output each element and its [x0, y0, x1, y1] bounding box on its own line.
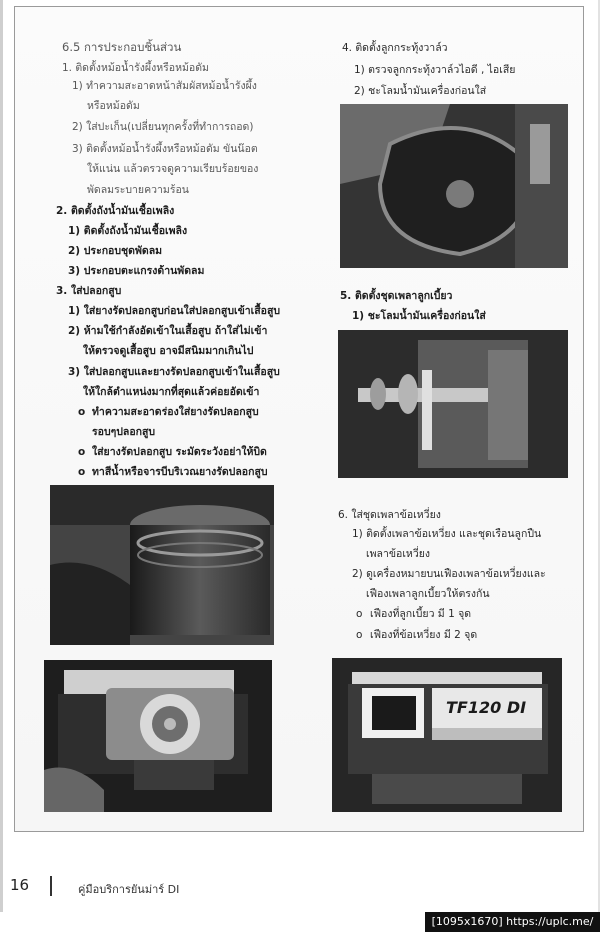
step-6-item-1: 1) ติดตั้งเพลาข้อเหวี่ยง และชุดเรือนลูกปืน: [352, 528, 542, 540]
page-number: 16: [10, 876, 30, 894]
radiator-engine-illustration: [44, 660, 272, 812]
page-edge: [0, 0, 3, 912]
step-4-title: 4. ติดตั้งลูกกระทุ้งวาล์ว: [342, 42, 448, 54]
cylinder-liner-photo: [50, 485, 274, 645]
step-1-title: 1. ติดตั้งหม้อน้ำรังผึ้งหรือหม้อดัม: [62, 62, 209, 74]
step-6-item-2-cont: เฟืองเพลาลูกเบี้ยวให้ตรงกัน: [366, 588, 490, 600]
step-1-item-2: 2) ใส่ปะเก็น(เปลี่ยนทุกครั้งที่ทำการถอด): [72, 121, 254, 133]
step-3-bullet-1: ทำความสะอาดร่องใส่ยางรัดปลอกสูบ: [92, 406, 259, 418]
step-3-item-2: 2) ห้ามใช้กำลังอัดเข้าในเสื้อสูบ ถ้าใส่ไม่เข้า: [68, 325, 268, 337]
engine-illustration: [332, 658, 562, 812]
step-2-item-2: 2) ประกอบชุดพัดลม: [68, 245, 163, 257]
step-4-item-2: 2) ชะโลมน้ำมันเครื่องก่อนใส่: [354, 85, 487, 97]
bullet-marker: o: [356, 629, 363, 641]
step-6-item-2: 2) ดูเครื่องหมายบนเฟืองเพลาข้อเหวี่ยงและ: [352, 568, 546, 580]
section-title: 6.5 การประกอบชิ้นส่วน: [62, 40, 182, 54]
step-1-item-1: 1) ทำความสะอาดหน้าสัมผัสหม้อน้ำรังผึ้ง: [72, 80, 257, 92]
watermark: [1095x1670] https://uplc.me/: [425, 912, 600, 932]
step-1-item-1-cont: หรือหม้อดัม: [87, 100, 140, 112]
step-2-item-3: 3) ประกอบตะแกรงด้านพัดลม: [68, 265, 205, 277]
step-4-item-1: 1) ตรวจลูกกระทุ้งวาล์วไอดี , ไอเสีย: [354, 64, 516, 76]
bullet-marker: o: [78, 466, 86, 478]
step-6-bullet-2: เฟืองที่ข้อเหวี่ยง มี 2 จุด: [370, 629, 478, 641]
step-3-title: 3. ใส่ปลอกสูบ: [56, 285, 122, 297]
camshaft-illustration: [338, 330, 568, 478]
step-5-title: 5. ติดตั้งชุดเพลาลูกเบี้ยว: [340, 290, 453, 302]
step-5-item-1: 1) ชะโลมน้ำมันเครื่องก่อนใส่: [352, 310, 486, 322]
step-3-item-3: 3) ใส่ปลอกสูบและยางรัดปลอกสูบเข้าในเสื้อสูบ: [68, 366, 280, 378]
step-3-bullet-1-cont: รอบๆปลอกสูบ: [92, 426, 156, 438]
step-2-item-1: 1) ติดตั้งถังน้ำมันเชื้อเพลิง: [68, 225, 188, 237]
step-1-item-3: 3) ติดตั้งหม้อน้ำรังผึ้งหรือหม้อดัม ขันน๊อต: [72, 143, 258, 155]
bullet-marker: o: [78, 446, 86, 458]
bullet-marker: o: [356, 608, 363, 620]
step-3-bullet-3: ทาสีน้ำหรือจารบีบริเวณยางรัดปลอกสูบ: [92, 466, 268, 478]
bullet-marker: o: [78, 406, 86, 418]
footer-divider: [50, 876, 52, 896]
step-6-bullet-1: เฟืองที่ลูกเบี้ยว มี 1 จุด: [370, 608, 472, 620]
step-6-item-1-cont: เพลาข้อเหวี่ยง: [366, 548, 431, 560]
engine-badge: TF120 DI: [446, 698, 527, 717]
step-1-item-3-cont: พัดลมระบายความร้อน: [87, 184, 189, 196]
step-2-title: 2. ติดตั้งถังน้ำมันเชื้อเพลิง: [56, 205, 175, 217]
footer-title: คู่มือบริการยันม่าร์ DI: [78, 883, 180, 896]
step-3-item-1: 1) ใส่ยางรัดปลอกสูบก่อนใส่ปลอกสูบเข้าเสื้อสูบ: [68, 305, 281, 317]
step-6-title: 6. ใส่ชุดเพลาข้อเหวี่ยง: [338, 509, 441, 521]
step-1-item-3-cont: ให้แน่น แล้วตรวจดูความเรียบร้อยของ: [87, 163, 259, 175]
valve-tappet-illustration: [340, 104, 568, 268]
engine-photo: [332, 658, 562, 812]
valve-tappet-photo: [340, 104, 568, 268]
camshaft-photo: [338, 330, 568, 478]
radiator-engine-photo: [44, 660, 272, 812]
step-3-item-3-cont: ให้ใกล้ตำแหน่งมากที่สุดแล้วค่อยอัดเข้า: [83, 386, 260, 398]
step-3-item-2-cont: ให้ตรวจดูเสื้อสูบ อาจมีสนิมมากเกินไป: [83, 345, 254, 357]
step-3-bullet-2: ใส่ยางรัดปลอกสูบ ระมัดระวังอย่าให้บิด: [92, 446, 267, 458]
cylinder-liner-illustration: [50, 485, 274, 645]
